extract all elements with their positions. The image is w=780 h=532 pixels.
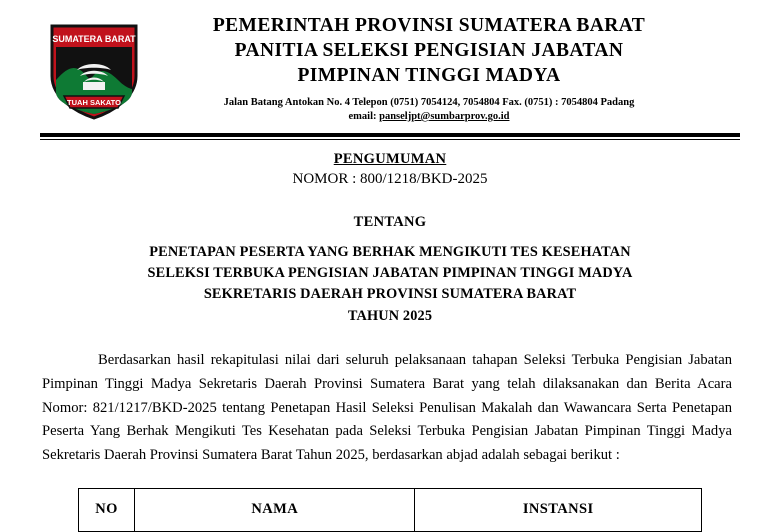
provincial-crest (40, 14, 148, 120)
about-label: TENTANG (353, 213, 427, 230)
email-label: email: (348, 110, 377, 122)
column-header-no: NO (79, 488, 135, 531)
title-block (40, 151, 740, 328)
org-line-1: PEMERINTAH PROVINSI SUMATERA BARAT (212, 15, 646, 36)
participants-table-wrapper (40, 488, 740, 532)
org-line-3: PIMPINAN TINGGI MADYA (297, 64, 561, 86)
divider-thick (40, 133, 740, 137)
letterhead (40, 0, 740, 124)
subject-line-4: TAHUN 2025 (347, 307, 433, 324)
letterhead-text (148, 14, 740, 124)
column-header-instansi: INSTANSI (415, 488, 702, 531)
table-head (79, 488, 702, 531)
column-header-nama: NAMA (135, 488, 415, 531)
divider-thin (40, 139, 740, 140)
body-paragraph: Berdasarkan hasil rekapitulasi nilai dari seluruh pelaksanaan tahapan Seleksi Terbuka Pengisian Jabatan Pimpinan Tinggi Madya Sekretaris Daerah Provinsi Sumatera Barat yang telah dilaksanakan dan Berita Acara Nomor: 821/1217/BKD-2025 tentang Penetapan Hasil Seleksi Penulisan Makalah dan Wawancara Serta Penetapan Peserta Yang Berhak Mengikuti Tes Kesehatan pada Seleksi Terbuka Pengisian Jabatan Pimpinan Tinggi Madya Sekretaris Daerah Provinsi Sumatera Barat Tahun 2025, berdasarkan abjad adalah sebagai berikut : (42, 352, 732, 463)
crest-top-label: SUMATERA BARAT (52, 34, 136, 44)
address-block (148, 96, 710, 124)
subject-line-3: SEKRETARIS DAERAH PROVINSI SUMATERA BARAT (203, 286, 577, 303)
document-type-title: PENGUMUMAN (333, 150, 447, 167)
table-header-row (79, 488, 702, 531)
header-divider (40, 133, 740, 140)
participants-table (78, 488, 702, 532)
email-line (148, 110, 710, 124)
document-subject (40, 242, 740, 328)
subject-line-2: SELEKSI TERBUKA PENGISIAN JABATAN PIMPINAN TINGGI MADYA (147, 265, 633, 282)
crest-icon (44, 20, 144, 120)
document-number: NOMOR : 800/1218/BKD-2025 (292, 170, 488, 187)
subject-line-1: PENETAPAN PESERTA YANG BERHAK MENGIKUTI TES KESEHATAN (149, 243, 631, 260)
crest-motto-label: TUAH SAKATO (67, 98, 121, 107)
org-line-2: PANITIA SELEKSI PENGISIAN JABATAN (234, 39, 624, 61)
address-line: Jalan Batang Antokan No. 4 Telepon (0751) 7054124, 7054804 Fax. (0751) : 7054804 Padang (223, 96, 635, 108)
email-link[interactable]: panseljpt@sumbarprov.go.id (379, 110, 510, 122)
